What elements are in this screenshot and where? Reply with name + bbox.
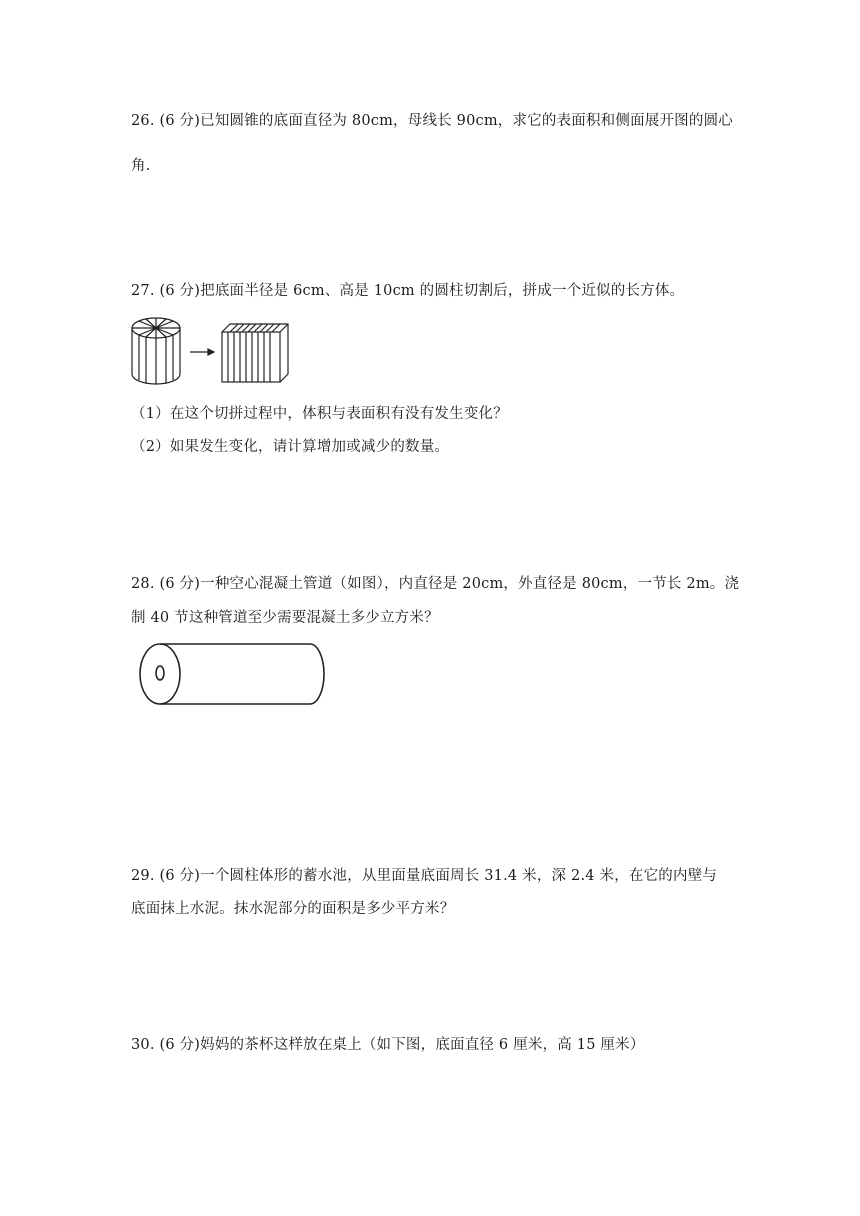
- q29-line-1: 29. (6 分)一个圆柱体形的蓄水池，从里面量底面周长 31.4 米，深 2.4 米，在它的内壁与: [131, 868, 718, 884]
- arrow-right-icon: [190, 349, 214, 355]
- q27-sub-1: （1）在这个切拼过程中，体积与表面积有没有发生变化？: [131, 406, 508, 422]
- hollow-pipe-figure: [138, 642, 328, 708]
- sliced-cylinder-icon: [132, 318, 180, 384]
- q28-line-1: 28. (6 分)一种空心混凝土管道（如图），内直径是 20cm，外直径是 80cm，一节长 2m。浇: [131, 576, 740, 592]
- q29-line-2: 底面抹上水泥。抹水泥部分的面积是多少平方米？: [131, 901, 455, 917]
- sliced-cuboid-icon: [222, 324, 288, 382]
- q30-line-1: 30. (6 分)妈妈的茶杯这样放在桌上（如下图，底面直径 6 厘米，高 15 厘米）: [131, 1037, 645, 1053]
- q26-line-2: 角.: [131, 158, 151, 174]
- q28-line-2: 制 40 节这种管道至少需要混凝土多少立方米？: [131, 610, 439, 626]
- cylinder-to-cuboid-figure: [130, 316, 290, 388]
- q27-line-1: 27. (6 分)把底面半径是 6cm、高是 10cm 的圆柱切割后，拼成一个近似的长方体。: [131, 283, 685, 299]
- q26-line-1: 26. (6 分)已知圆锥的底面直径为 80cm，母线长 90cm，求它的表面积和侧面展开图的圆心: [131, 113, 733, 129]
- q27-sub-2: （2）如果发生变化，请计算增加或减少的数量。: [131, 439, 450, 455]
